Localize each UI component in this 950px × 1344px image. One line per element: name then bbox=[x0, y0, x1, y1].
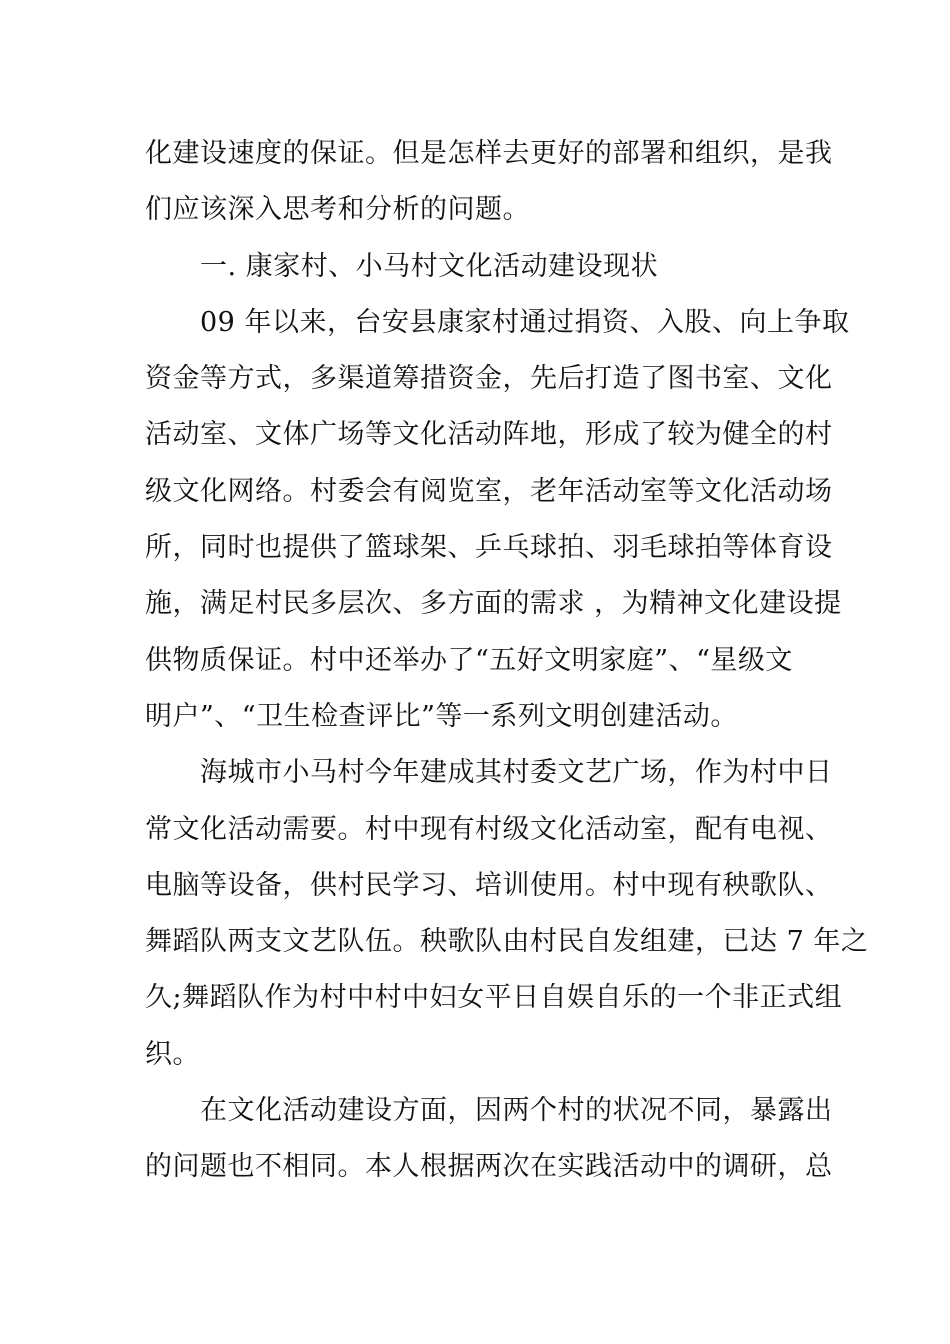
text-line: 级文化网络。村委会有阅览室，老年活动室等文化活动场 bbox=[145, 475, 833, 507]
text-line: 资金等方式，多渠道筹措资金，先后打造了图书室、文化 bbox=[145, 363, 833, 395]
text-line: 久;舞蹈队作为村中村中妇女平日自娱自乐的一个非正式组 bbox=[145, 982, 843, 1014]
section-heading: 一. 康家村、小马村文化活动建设现状 bbox=[145, 250, 659, 282]
text-line: 化建设速度的保证。但是怎样去更好的部署和组织，是我 bbox=[145, 138, 833, 169]
document-body bbox=[145, 126, 869, 1196]
text-line: 海城市小马村今年建成其村委文艺广场，作为村中日 bbox=[145, 757, 833, 789]
text-line: 明户”、“卫生检查评比”等一系列文明创建活动。 bbox=[145, 700, 738, 732]
text-line: 09 年以来，台安县康家村通过捐资、入股、向上争取 bbox=[145, 306, 850, 338]
text-line: 舞蹈队两支文艺队伍。秧歌队由村民自发组建，已达 7 年之 bbox=[145, 926, 869, 958]
text-line: 的问题也不相同。本人根据两次在实践活动中的调研，总 bbox=[145, 1151, 833, 1183]
text-line: 施，满足村民多层次、多方面的需求 ，为精神文化建设提 bbox=[145, 588, 842, 620]
text-line: 常文化活动需要。村中现有村级文化活动室，配有电视、 bbox=[145, 813, 833, 845]
text-line: 织。 bbox=[145, 1038, 200, 1070]
text-line: 活动室、文体广场等文化活动阵地，形成了较为健全的村 bbox=[145, 419, 833, 451]
text-line: 所，同时也提供了篮球架、乒乓球拍、羽毛球拍等体育设 bbox=[145, 532, 833, 564]
text-line: 在文化活动建设方面，因两个村的状况不同，暴露出 bbox=[145, 1095, 833, 1127]
text-line: 供物质保证。村中还举办了“五好文明家庭”、“星级文 bbox=[145, 644, 793, 676]
text-line: 电脑等设备，供村民学习、培训使用。村中现有秧歌队、 bbox=[145, 869, 833, 901]
text-line: 们应该深入思考和分析的问题。 bbox=[145, 194, 530, 226]
